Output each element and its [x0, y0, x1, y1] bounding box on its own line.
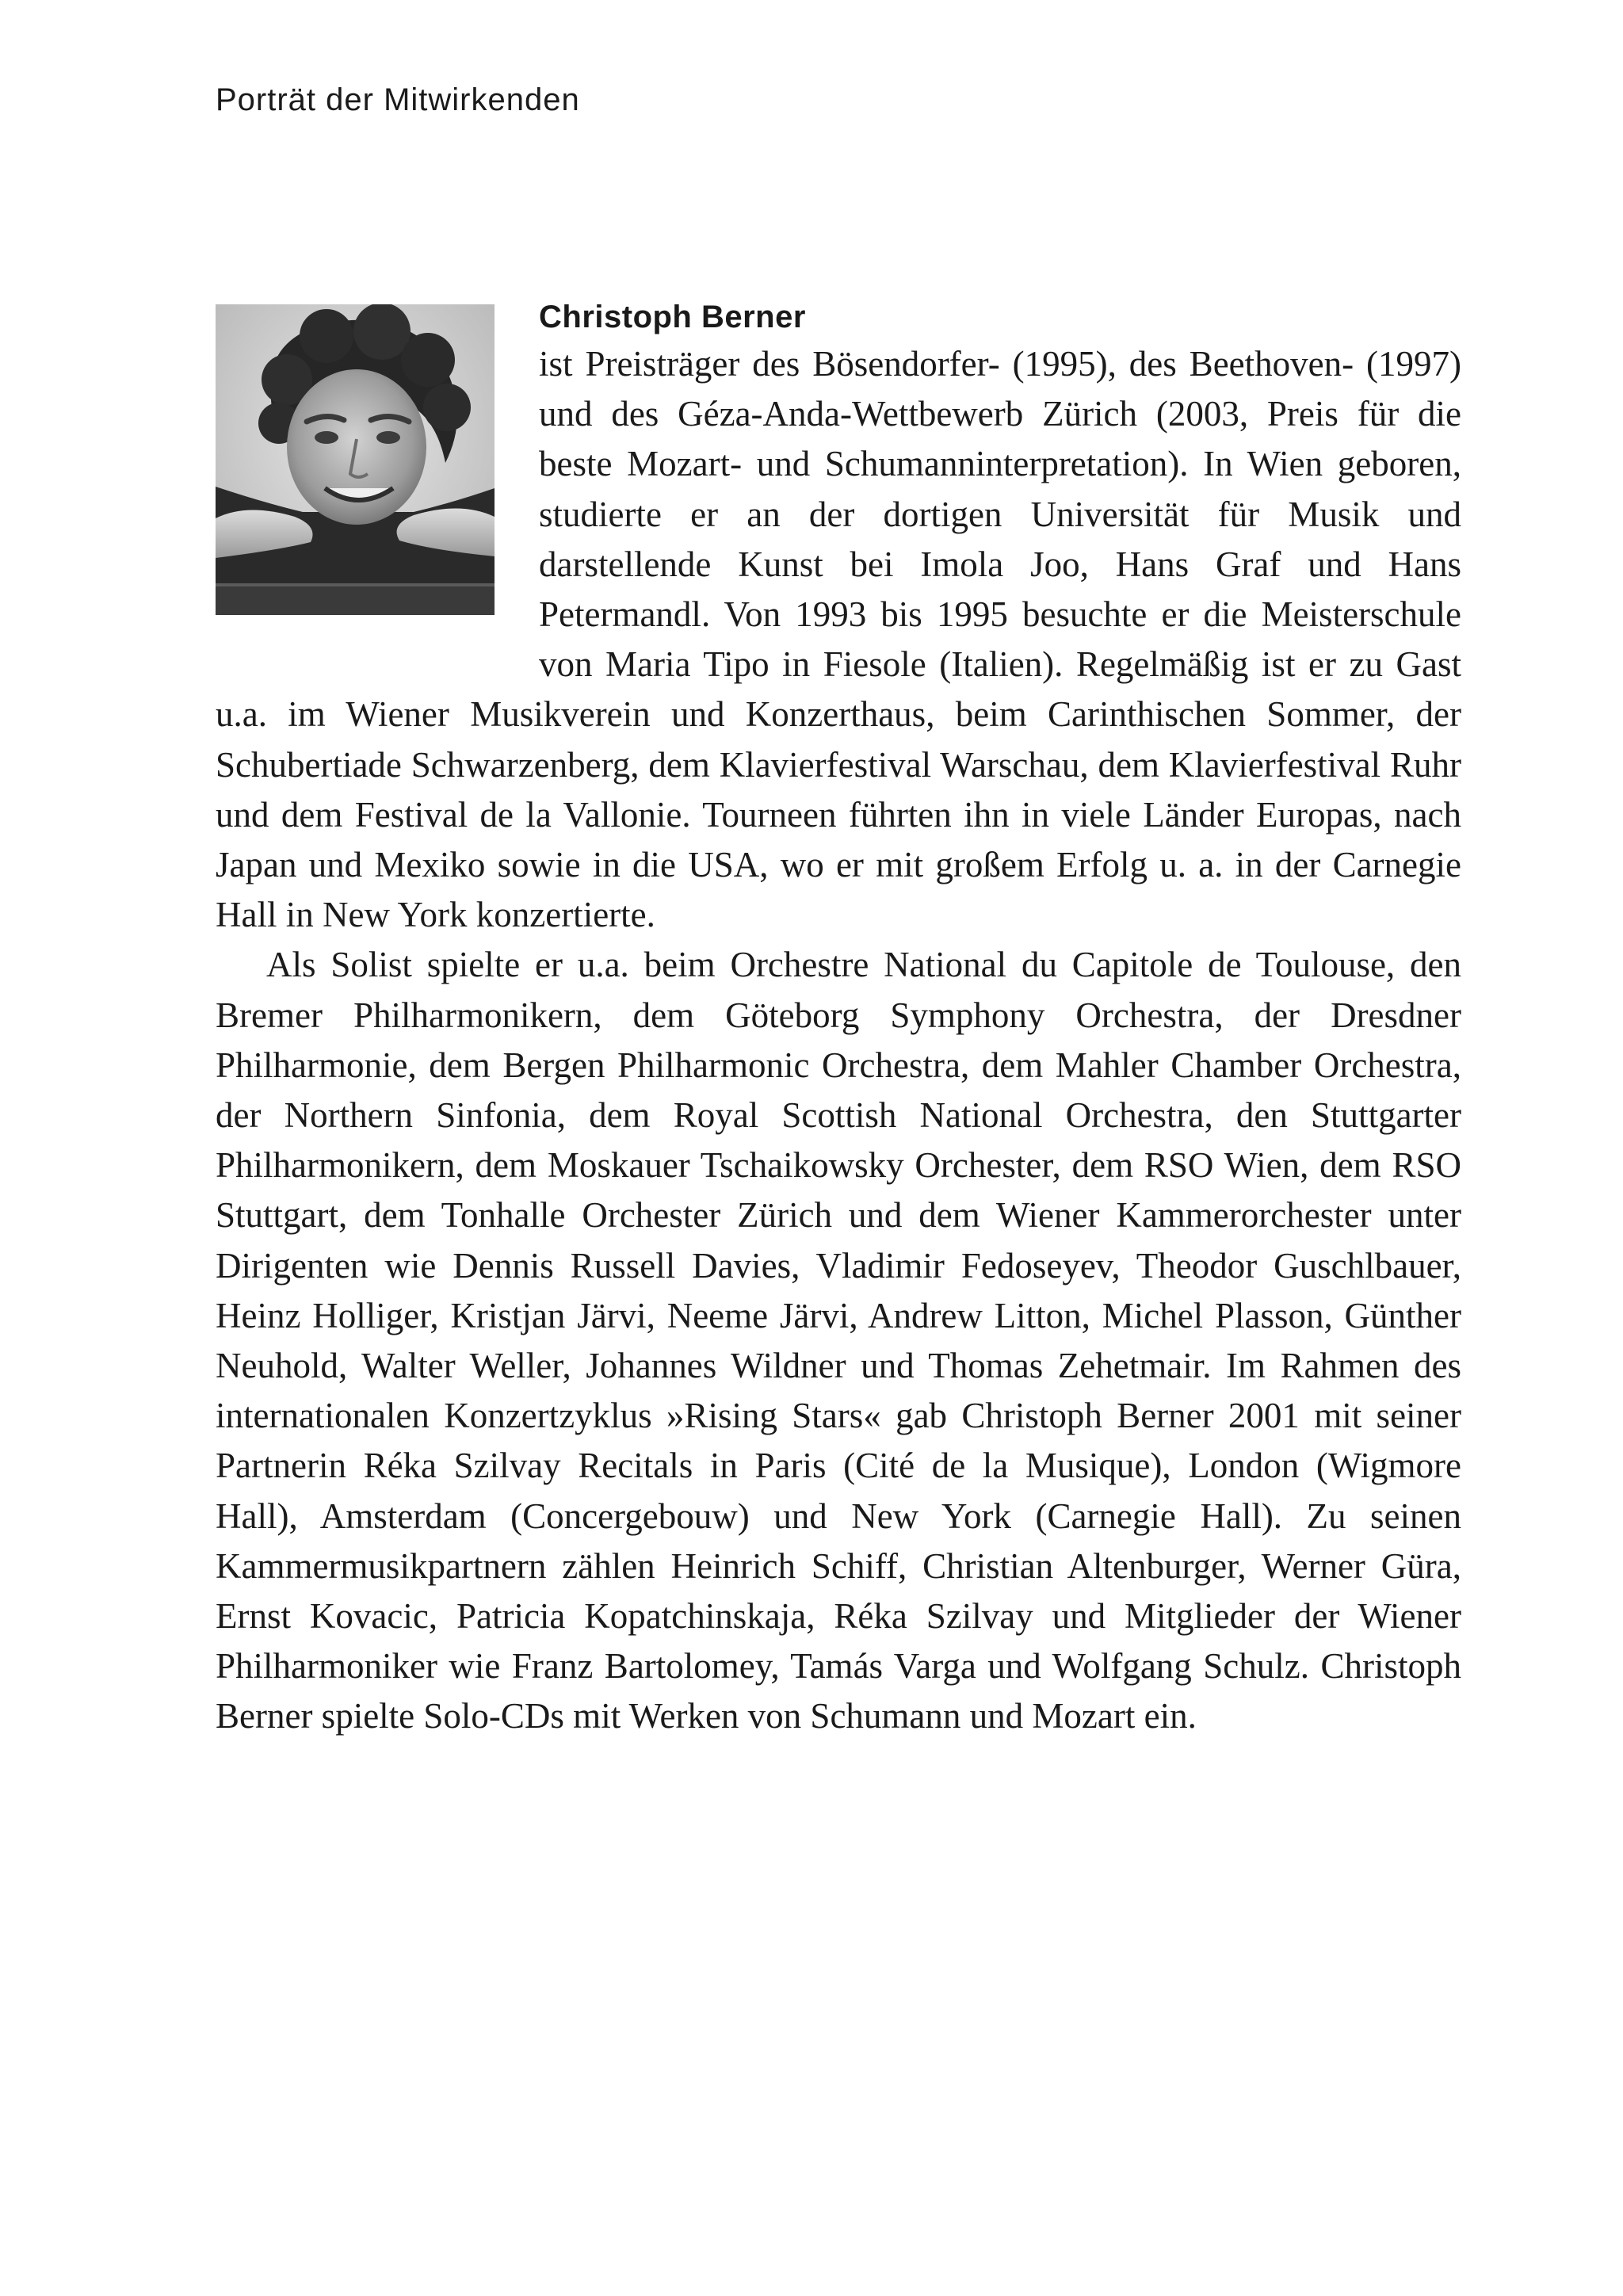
artist-name: Christoph Berner: [539, 300, 806, 334]
biography-text: [216, 295, 1461, 1742]
bio-paragraph: ist Preisträger des Bösendorfer- (1995), des Beethoven- (1997) und des Géza-Anda-Wettbewerb Zürich (2003, Preis für die beste Mozart- und Schumanninterpretation). In Wien geboren, studierte er an der dortigen Universität für Musik und darstellende Kunst bei Imola Joo, Hans Graf und Hans Petermandl. Von 1993 bis 1995 besuchte er die Meisterschule von Maria Tipo in Fiesole (Italien). Regelmäßig ist er zu Gast u.a. im Wiener Musikverein und Konzerthaus, beim Carinthischen Sommer, der Schubertiade Schwarzenberg, dem Klavierfestival Warschau, dem Klavierfestival Ruhr und dem Festival de la Vallonie. Tourneen führten ihn in viele Länder Europas, nach Japan und Mexiko sowie in die USA, wo er mit großem Erfolg u. a. in der Carnegie Hall in New York konzertierte.: [216, 344, 1461, 935]
bio-paragraph: Als Solist spielte er u.a. beim Orchestre National du Capitole de Toulouse, den Bremer Philharmonikern, dem Göteborg Symphony Orchestra, der Dresdner Philharmonie, dem Bergen Philharmonic Orchestra, dem Mahler Chamber Orchestra, der Northern Sinfonia, dem Royal Scottish National Orchestra, den Stuttgarter Philharmonikern, dem Moskauer Tschaikowsky Orchester, dem RSO Wien, dem RSO Stuttgart, dem Tonhalle Orchester Zürich und dem Wiener Kammerorchester unter Dirigenten wie Dennis Russell Davies, Vladimir Fedoseyev, Theodor Guschlbauer, Heinz Holliger, Kristjan Järvi, Neeme Järvi, Andrew Litton, Michel Plasson, Günther Neuhold, Walter Weller, Johannes Wildner und Thomas Zehetmair. Im Rahmen des internationalen Konzertzyklus »Rising Stars« gab Christoph Berner 2001 mit seiner Partnerin Réka Szilvay Recitals in Paris (Cité de la Musique), London (Wigmore Hall), Amsterdam (Concergebouw) und New York (Carnegie Hall). Zu seinen Kammermusikpartnern zählen Heinrich Schiff, Christian Altenburger, Werner Güra, Ernst Kovacic, Patricia Kopatchinskaja, Réka Szilvay und Mitglieder der Wiener Philharmoniker wie Franz Bartolomey, Tamás Varga und Wolfgang Schulz. Christoph Berner spielte Solo-CDs mit Werken von Schumann und Mozart ein.: [216, 945, 1461, 1736]
photo-spacer: [216, 295, 539, 644]
running-head: Porträt der Mitwirkenden: [216, 82, 580, 117]
